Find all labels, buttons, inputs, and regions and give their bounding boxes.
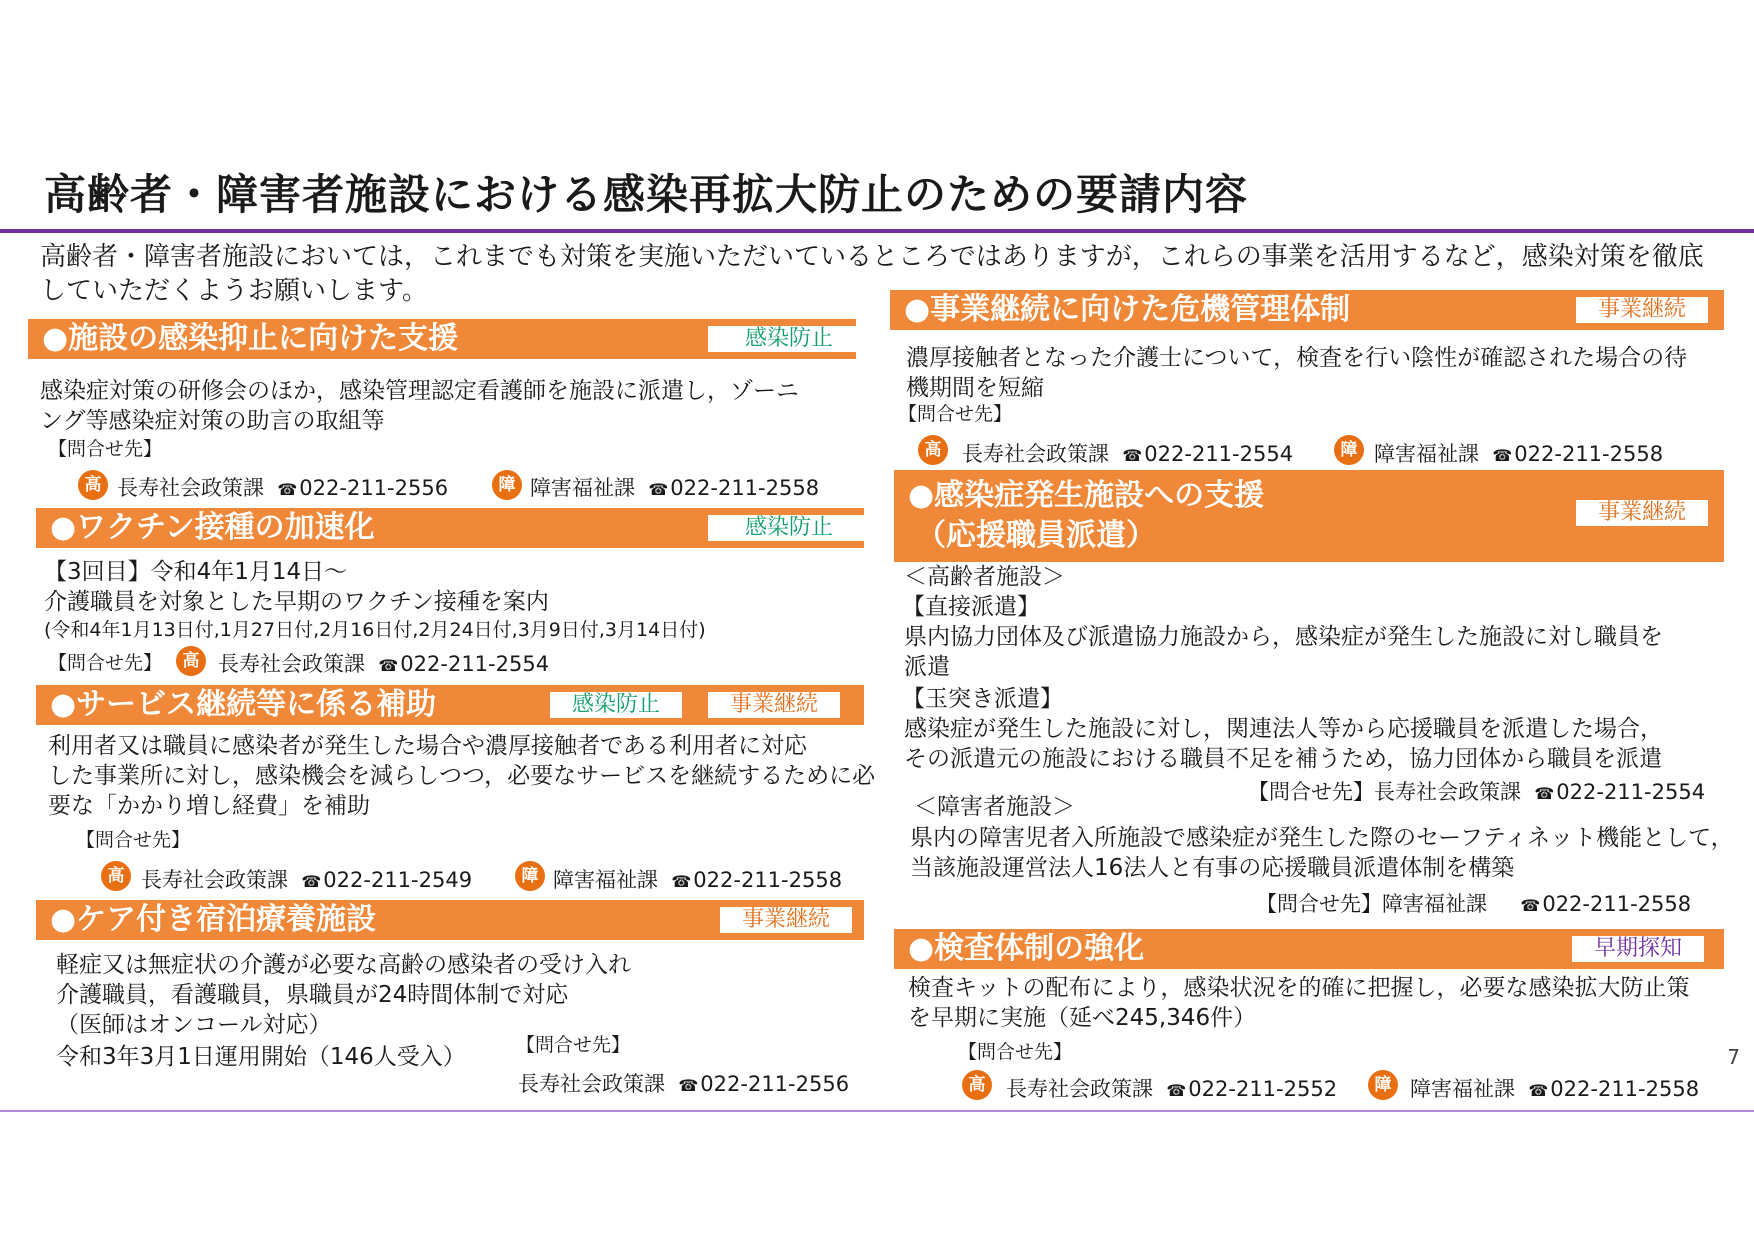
- contact-phone-number: 022-211-2558: [693, 868, 843, 892]
- tag-infection-prevention: 感染防止: [550, 692, 682, 718]
- tag-early-detection: 早期探知: [1572, 936, 1704, 962]
- s6-tama-line1: 感染症が発生した施設に対し，関連法人等から応援職員を派遣した場合，: [904, 716, 1663, 742]
- contact-department: 障害福祉課: [1382, 892, 1487, 916]
- s5-body-line1: 濃厚接触者となった介護士について，検査を行い陰性が確認された場合の待: [906, 345, 1688, 371]
- contact-phone-number: 022-211-2556: [299, 476, 449, 500]
- contact-department: 長寿社会政策課: [1374, 780, 1521, 804]
- disability-badge-icon: 障: [1368, 1070, 1398, 1100]
- contact-phone-number: 022-211-2558: [1542, 892, 1692, 916]
- contact-department: 長寿社会政策課: [117, 476, 264, 500]
- contact-department: 障害福祉課: [1374, 442, 1479, 466]
- contact-department: 長寿社会政策課: [518, 1072, 665, 1096]
- contact-label: 【問合せ先】: [48, 438, 163, 460]
- contact-label: 【問合せ先】: [1256, 892, 1382, 916]
- page-number: 7: [1727, 1045, 1740, 1069]
- contact-label: 【問合せ先】: [76, 829, 191, 851]
- s2-body-line2: 介護職員を対象とした早期のワクチン接種を案内: [44, 589, 549, 615]
- s6-direct-line1: 県内協力団体及び派遣協力施設から，感染症が発生した施設に対し職員を: [904, 624, 1663, 650]
- section-heading-care-lodging: [36, 900, 864, 940]
- contact-phone-number: 022-211-2558: [1514, 442, 1664, 466]
- s5-body-line2: 機期間を短縮: [906, 375, 1044, 401]
- contact-phone-entry: [530, 475, 819, 503]
- contact-phone-number: 022-211-2549: [323, 868, 473, 892]
- contact-phone-entry: [1410, 1076, 1699, 1104]
- tag-business-continuity: 事業継続: [720, 907, 852, 933]
- section-heading-text: ●サービス継続等に係る補助: [50, 687, 437, 722]
- contact-label: 【問合せ先】: [516, 1034, 631, 1056]
- s3-body-line1: 利用者又は職員に感染者が発生した場合や濃厚接触者である利用者に対応: [48, 733, 807, 759]
- s7-body-line1: 検査キットの配布により，感染状況を的確に把握し，必要な感染拡大防止策: [908, 975, 1690, 1001]
- contact-phone-number: 022-211-2558: [1550, 1077, 1700, 1101]
- contact-department: 長寿社会政策課: [1006, 1077, 1153, 1101]
- contact-department: 障害福祉課: [530, 476, 635, 500]
- section-heading-text: ●ワクチン接種の加速化: [50, 510, 375, 545]
- elderly-badge-icon: 高: [176, 646, 206, 676]
- phone-icon: ☎: [1122, 446, 1143, 465]
- s2-body-line1: 【3回目】令和4年1月14日～: [44, 559, 348, 585]
- tag-business-continuity: 事業継続: [1576, 297, 1708, 323]
- contact-label: 【問合せ先】: [48, 652, 163, 674]
- contact-phone-number: 022-211-2558: [670, 476, 820, 500]
- contact-label: 【問合せ先】: [898, 403, 1013, 425]
- s3-body-line2: した事業所に対し，感染機会を減らしつつ，必要なサービスを継続するために必: [48, 763, 876, 789]
- phone-icon: ☎: [1166, 1081, 1187, 1100]
- contact-department: 障害福祉課: [553, 868, 658, 892]
- s4-body-line3: （医師はオンコール対応）: [56, 1012, 332, 1038]
- elderly-badge-icon: 高: [962, 1070, 992, 1100]
- section-heading-vaccination: [36, 508, 864, 548]
- contact-department: 長寿社会政策課: [141, 868, 288, 892]
- title-divider: [0, 229, 1754, 233]
- contact-phone-number: 022-211-2554: [400, 652, 550, 676]
- tag-infection-prevention: 感染防止: [708, 326, 870, 352]
- phone-icon: ☎: [671, 872, 692, 891]
- intro-text: 高齢者・障害者施設においては，これまでも対策を実施いただいているところではありますが，これらの事業を活用するなど，感染対策を徹底していただくようお願いします。: [40, 242, 1704, 306]
- section-heading-text: ●感染症発生施設への支援: [908, 478, 1265, 513]
- contact-label: 【問合せ先】: [958, 1041, 1073, 1063]
- contact-phone-number: 022-211-2554: [1144, 442, 1294, 466]
- s6-disabled-line2: 当該施設運営法人16法人と有事の応援職員派遣体制を構築: [910, 855, 1515, 881]
- contact-department: 長寿社会政策課: [218, 652, 365, 676]
- section-heading-text: ●施設の感染抑止に向けた支援: [42, 321, 459, 356]
- s1-body-line1: 感染症対策の研修会のほか，感染管理認定看護師を施設に派遣し，ゾーニ: [40, 378, 799, 404]
- section-heading-facility-support: [28, 319, 856, 359]
- elderly-badge-icon: 高: [78, 470, 108, 500]
- tag-infection-prevention: 感染防止: [708, 515, 870, 541]
- phone-icon: ☎: [1534, 784, 1555, 803]
- phone-icon: ☎: [678, 1076, 699, 1095]
- contact-phone-entry: [518, 1071, 849, 1099]
- section-heading-text: ●検査体制の強化: [908, 931, 1145, 966]
- s6-elderly-heading: ＜高齢者施設＞: [904, 564, 1065, 590]
- phone-icon: ☎: [1520, 896, 1541, 915]
- s6-direct-line2: 派遣: [904, 654, 950, 680]
- contact-phone-entry: [1374, 441, 1663, 469]
- s6-disabled-line1: 県内の障害児者入所施設で感染症が発生した際のセーフティネット機能として，: [910, 825, 1734, 851]
- contact-label: 【問合せ先】: [1248, 780, 1374, 804]
- contact-department: 長寿社会政策課: [962, 442, 1109, 466]
- s4-body-line4: 令和3年3月1日運用開始（146人受入）: [56, 1044, 466, 1070]
- tag-business-continuity: 事業継続: [1576, 500, 1708, 526]
- phone-icon: ☎: [378, 656, 399, 675]
- disability-badge-icon: 障: [1334, 435, 1364, 465]
- phone-icon: ☎: [277, 480, 298, 499]
- bottom-divider: [0, 1110, 1754, 1112]
- phone-icon: ☎: [1492, 446, 1513, 465]
- s6-disabled-heading: ＜障害者施設＞: [914, 794, 1075, 820]
- disability-badge-icon: 障: [515, 861, 545, 891]
- section-heading-testing: [894, 929, 1724, 969]
- disability-badge-icon: 障: [492, 470, 522, 500]
- s2-body-line3: (令和4年1月13日付,1月27日付,2月16日付,2月24日付,3月9日付,3月14日付): [44, 619, 706, 641]
- contact-phone-entry: [962, 441, 1293, 469]
- tag-business-continuity: 事業継続: [708, 692, 840, 718]
- contact-phone-entry: [1256, 891, 1691, 919]
- elderly-badge-icon: 高: [101, 861, 131, 891]
- contact-phone-number: 022-211-2556: [700, 1072, 850, 1096]
- section-heading-text: ●ケア付き宿泊療養施設: [50, 902, 377, 937]
- contact-phone-entry: [553, 867, 842, 895]
- s6-direct-heading: 【直接派遣】: [902, 594, 1040, 620]
- section-heading-crisis-management: [890, 290, 1724, 330]
- section-heading-outbreak-support: [894, 470, 1724, 562]
- contact-phone-entry: [141, 867, 472, 895]
- contact-phone-entry: [218, 651, 549, 679]
- phone-icon: ☎: [301, 872, 322, 891]
- page-title: 高齢者・障害者施設における感染再拡大防止のための要請内容: [44, 170, 1249, 219]
- contact-phone-number: 022-211-2554: [1556, 780, 1706, 804]
- contact-phone-entry: [117, 475, 448, 503]
- s4-body-line2: 介護職員，看護職員，県職員が24時間体制で対応: [56, 982, 569, 1008]
- phone-icon: ☎: [1528, 1081, 1549, 1100]
- s6-tama-line2: その派遣元の施設における職員不足を補うため，協力団体から職員を派遣: [904, 746, 1663, 772]
- section-heading-service-continuation: [36, 685, 864, 725]
- section-heading-subtext: （応援職員派遣）: [916, 518, 1156, 553]
- phone-icon: ☎: [648, 480, 669, 499]
- contact-phone-entry: [1248, 779, 1705, 807]
- s6-tama-heading: 【玉突き派遣】: [902, 686, 1063, 712]
- section-heading-text: ●事業継続に向けた危機管理体制: [904, 292, 1351, 327]
- s3-body-line3: 要な「かかり増し経費」を補助: [48, 793, 370, 819]
- s4-body-line1: 軽症又は無症状の介護が必要な高齢の感染者の受け入れ: [56, 952, 631, 978]
- contact-phone-number: 022-211-2552: [1188, 1077, 1338, 1101]
- s1-body-line2: ング等感染症対策の助言の取組等: [40, 408, 385, 434]
- s7-body-line2: を早期に実施（延べ245,346件）: [908, 1005, 1257, 1031]
- contact-department: 障害福祉課: [1410, 1077, 1515, 1101]
- contact-phone-entry: [1006, 1076, 1337, 1104]
- elderly-badge-icon: 高: [918, 435, 948, 465]
